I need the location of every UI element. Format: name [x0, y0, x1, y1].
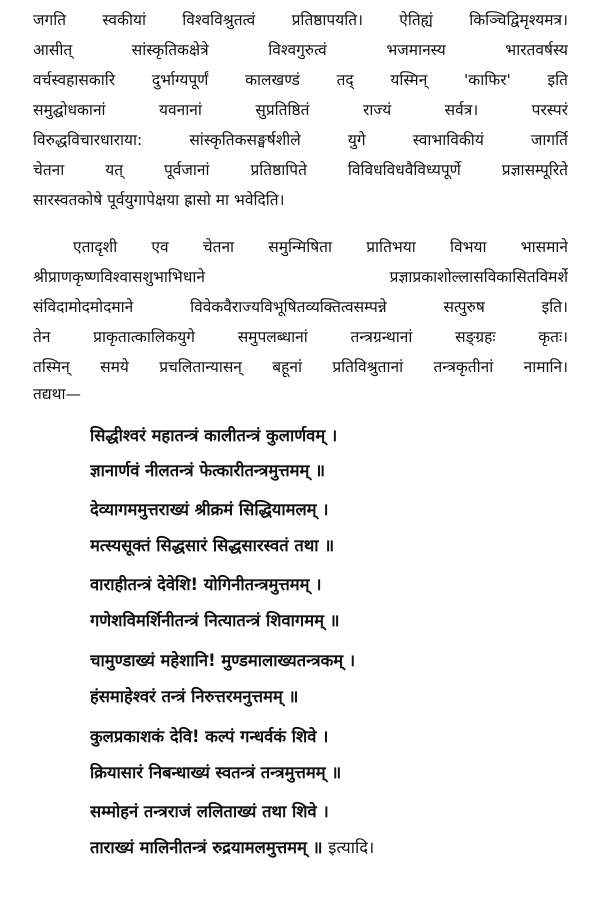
paragraph-line: तेन प्राकृतात्कालिकयुगे समुपलब्धानां तन्त्रग्रन्थानां सङ्ग्रहः कृतः।: [33, 328, 568, 346]
paragraph-line: तस्मिन् समये प्रचलितान्यासन् बहूनां प्रतिविश्रुतानां तन्त्रकृतीनां नामानि।: [33, 358, 568, 376]
verse-line: हंसमाहेश्वरं तन्त्रं निरुत्तरमनुत्तमम् ॥: [90, 687, 299, 706]
paragraph-line: समुद्घोधकानां यवनानां सुप्रतिष्ठितं राज्यं सर्वत्र। परस्परं: [33, 101, 568, 119]
verse-line: चामुण्डाख्यं महेशानि! मुण्डमालाख्यतन्त्रकम् ।: [90, 651, 356, 670]
paragraph-line: संविदामोदमोदमाने विवेकवैराज्यविभूषितव्यक्तित्वसम्पन्ने सत्पुरुष इति।: [33, 298, 568, 316]
verse-tail: इत्यादि।: [328, 838, 375, 857]
paragraph-line: चेतना यत् पूर्वजानां प्रतिष्ठापिते विविधविधवैविध्यपूर्णे प्रज्ञासम्पूरिते: [33, 161, 568, 179]
verse-line: मत्स्यसूक्तं सिद्धसारं सिद्धसारस्वतं तथा ॥: [90, 536, 335, 555]
verse-text: ताराख्यं मालिनीतन्त्रं रुद्रयामलमुत्तमम् ॥: [90, 838, 323, 857]
verse-line: देव्यागममुत्तराख्यं श्रीक्रमं सिद्धियामलम् ।: [90, 500, 329, 519]
verse-line: वाराहीतन्त्रं देवेशि! योगिनीतन्त्रमुत्तमम् ।: [90, 575, 322, 594]
verse-line: गणेशविमर्शिनीतन्त्रं नित्यातन्त्रं शिवागमम् ॥: [90, 611, 340, 630]
paragraph-line: आसीत् सांस्कृतिकक्षेत्रे विश्वगुरुत्वं भजमानस्य भारतवर्षस्य: [33, 41, 568, 59]
verse-line-last: [90, 836, 570, 860]
paragraph-line: विरुद्धविचारधाराया: सांस्कृतिकसङ्घर्षशीले युगे स्वाभाविकीयं जागर्ति: [33, 131, 568, 149]
paragraph-line: जगति स्वकीयां विश्वविश्रुतत्वं प्रतिष्ठापयति। ऐतिह्यं किञ्चिद्विमृश्यमत्र।: [33, 11, 568, 29]
paragraph-line: सारस्वतकोषे पूर्वयुगापेक्षया ह्रासो मा भवेदिति।: [33, 191, 285, 209]
paragraph-line: श्रीप्राणकृष्णविश्वासशुभाभिधाने प्रज्ञाप्रकाशोल्लासविकासितविमर्शे: [33, 268, 568, 286]
verse-line: सम्मोहनं तन्त्रराजं ललिताख्यं तथा शिवे ।: [90, 802, 329, 821]
verse-line: क्रियासारं निबन्धाख्यं स्वतन्त्रं तन्त्रमुत्तमम् ॥: [90, 763, 342, 782]
verse-line: कुलप्रकाशकं देवि! कल्पं गन्धर्वकं शिवे ।: [90, 727, 329, 746]
verse-line: सिद्धीश्वरं महातन्त्रं कालीतन्त्रं कुलार्णवम् ।: [90, 426, 338, 445]
verse-line: ज्ञानार्णवं नीलतन्त्रं फेत्कारीतन्त्रमुत्तमम् ॥: [90, 461, 326, 480]
paragraph-line: तद्यथा—: [33, 385, 82, 403]
paragraph-line: एतादृशी एव चेतना समुन्मिषिता प्रातिभया विभया भासमाने: [73, 238, 568, 256]
paragraph-line: वर्चस्वहासकारि दुर्भाग्यपूर्णं कालखण्डं तद् यस्मिन् 'काफिर' इति: [33, 71, 568, 89]
